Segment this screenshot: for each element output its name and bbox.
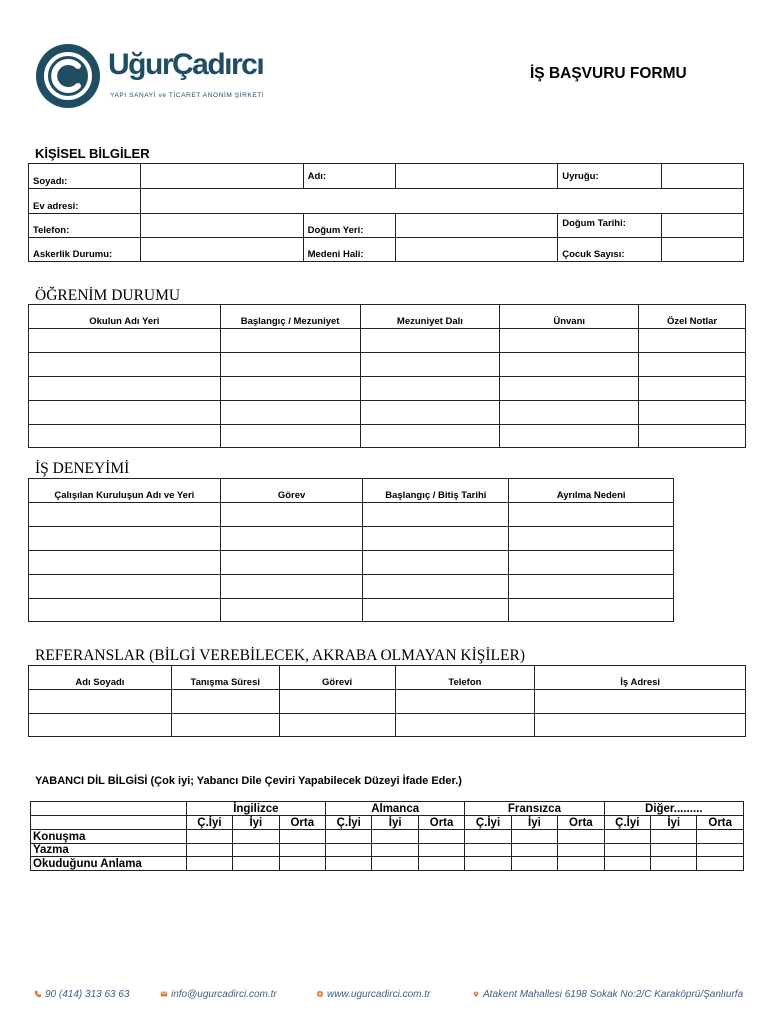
experience-col-header: Çalışılan Kuruluşun Adı ve Yeri: [29, 479, 221, 503]
table-cell[interactable]: [500, 425, 639, 448]
table-row: [29, 425, 746, 448]
level-checkbox[interactable]: [418, 830, 464, 844]
level-label: İyi: [372, 816, 418, 830]
table-cell[interactable]: [220, 353, 360, 377]
level-checkbox[interactable]: [465, 844, 511, 857]
table-cell[interactable]: [363, 551, 509, 575]
level-label: Orta: [558, 816, 604, 830]
nationality-field[interactable]: [662, 164, 744, 189]
references-col-header: İş Adresi: [535, 666, 746, 690]
references-col-header: Görevi: [279, 666, 395, 690]
level-checkbox[interactable]: [558, 844, 604, 857]
table-cell[interactable]: [220, 503, 363, 527]
personal-section-title: KİŞİSEL BİLGİLER: [35, 146, 150, 161]
table-cell[interactable]: [360, 377, 500, 401]
logo-mark-icon: [34, 42, 102, 110]
table-cell[interactable]: [29, 503, 221, 527]
table-cell[interactable]: [220, 551, 363, 575]
table-cell[interactable]: [639, 377, 746, 401]
level-checkbox[interactable]: [326, 844, 372, 857]
level-checkbox[interactable]: [233, 844, 279, 857]
birthplace-field[interactable]: [395, 214, 558, 238]
education-col-header: Özel Notlar: [639, 305, 746, 329]
level-label: İyi: [511, 816, 557, 830]
level-checkbox[interactable]: [651, 844, 697, 857]
table-row: [31, 830, 744, 844]
level-checkbox[interactable]: [511, 844, 557, 857]
language-corner-cell: [31, 802, 187, 816]
table-cell[interactable]: [29, 527, 221, 551]
table-cell[interactable]: [171, 714, 279, 737]
level-checkbox[interactable]: [465, 830, 511, 844]
table-cell[interactable]: [360, 401, 500, 425]
company-name: UğurÇadırcı: [108, 48, 264, 81]
table-cell[interactable]: [29, 714, 172, 737]
level-label: Ç.İyi: [326, 816, 372, 830]
skill-label: Yazma: [31, 844, 187, 857]
table-cell[interactable]: [29, 401, 221, 425]
level-checkbox[interactable]: [279, 857, 325, 871]
languages-table: [30, 801, 744, 871]
level-checkbox[interactable]: [326, 830, 372, 844]
phone-label: Telefon:: [29, 214, 141, 238]
language-name: İngilizce: [186, 802, 325, 816]
level-checkbox[interactable]: [558, 857, 604, 871]
table-cell[interactable]: [360, 329, 500, 353]
level-checkbox[interactable]: [697, 857, 744, 871]
level-checkbox[interactable]: [651, 857, 697, 871]
table-row: [29, 599, 674, 622]
languages-section-title: YABANCI DİL BİLGİSİ (Çok iyi; Yabancı Dile Çeviri Yapabilecek Düzeyi İfade Eder.): [35, 775, 462, 787]
table-cell[interactable]: [500, 377, 639, 401]
company-logo: [34, 42, 274, 112]
table-cell[interactable]: [360, 425, 500, 448]
table-cell[interactable]: [500, 401, 639, 425]
table-row: [29, 690, 746, 714]
level-checkbox[interactable]: [372, 830, 418, 844]
footer-address-text: Atakent Mahallesi 6198 Sokak No:2/C Karaköprü/Şanlıurfa: [483, 989, 744, 1000]
level-checkbox[interactable]: [604, 830, 650, 844]
table-cell[interactable]: [279, 714, 395, 737]
table-cell[interactable]: [29, 690, 172, 714]
email-icon: [160, 990, 168, 998]
table-cell[interactable]: [171, 690, 279, 714]
table-row: [29, 401, 746, 425]
table-cell[interactable]: [395, 690, 535, 714]
marital-label: Medeni Hali:: [303, 238, 395, 262]
language-corner-cell: [31, 816, 187, 830]
table-cell[interactable]: [29, 353, 221, 377]
language-name: Fransızca: [465, 802, 604, 816]
level-checkbox[interactable]: [372, 857, 418, 871]
level-checkbox[interactable]: [604, 857, 650, 871]
experience-section-title: İŞ DENEYİMİ: [35, 460, 130, 477]
form-title: İŞ BAŞVURU FORMU: [530, 65, 687, 82]
table-row: [29, 527, 674, 551]
table-cell[interactable]: [29, 551, 221, 575]
table-row: [31, 844, 744, 857]
table-cell[interactable]: [29, 377, 221, 401]
level-label: Ç.İyi: [604, 816, 650, 830]
level-checkbox[interactable]: [186, 844, 232, 857]
table-cell[interactable]: [509, 575, 674, 599]
table-cell[interactable]: [363, 503, 509, 527]
skill-label: Konuşma: [31, 830, 187, 844]
table-cell[interactable]: [220, 329, 360, 353]
level-checkbox[interactable]: [418, 844, 464, 857]
table-cell[interactable]: [509, 551, 674, 575]
footer-address: [472, 989, 743, 1000]
language-name: Diğer.........: [604, 802, 743, 816]
phone-icon: [34, 990, 42, 998]
nationality-label: Uyruğu:: [558, 164, 662, 189]
language-name: Almanca: [326, 802, 465, 816]
references-section-title: REFERANSLAR (BİLGİ VEREBİLECEK, AKRABA OLMAYAN KİŞİLER): [35, 647, 525, 664]
table-row: [29, 377, 746, 401]
table-cell[interactable]: [395, 714, 535, 737]
name-label: Adı:: [303, 164, 395, 189]
table-cell[interactable]: [639, 401, 746, 425]
table-cell[interactable]: [500, 329, 639, 353]
table-cell[interactable]: [509, 599, 674, 622]
level-checkbox[interactable]: [511, 857, 557, 871]
globe-icon: [316, 990, 324, 998]
education-section-title: ÖĞRENİM DURUMU: [35, 287, 181, 304]
table-cell[interactable]: [509, 503, 674, 527]
level-checkbox[interactable]: [651, 830, 697, 844]
level-label: Orta: [279, 816, 325, 830]
table-row: [29, 551, 674, 575]
table-cell[interactable]: [220, 425, 360, 448]
footer-phone: [34, 989, 130, 1000]
education-col-header: Ünvanı: [500, 305, 639, 329]
level-checkbox[interactable]: [233, 830, 279, 844]
footer-email-text: info@ugurcadirci.com.tr: [171, 989, 277, 1000]
table-cell[interactable]: [220, 575, 363, 599]
level-checkbox[interactable]: [279, 844, 325, 857]
table-row: [29, 575, 674, 599]
table-cell[interactable]: [363, 527, 509, 551]
education-table: [28, 304, 746, 448]
footer-phone-text: 90 (414) 313 63 63: [45, 989, 130, 1000]
table-row: [29, 329, 746, 353]
surname-label: Soyadı:: [29, 164, 141, 189]
table-cell[interactable]: [509, 527, 674, 551]
education-col-header: Okulun Adı Yeri: [29, 305, 221, 329]
level-label: Orta: [697, 816, 744, 830]
level-checkbox[interactable]: [372, 844, 418, 857]
level-checkbox[interactable]: [511, 830, 557, 844]
table-cell[interactable]: [220, 377, 360, 401]
level-label: İyi: [233, 816, 279, 830]
level-checkbox[interactable]: [558, 830, 604, 844]
personal-info-table: [28, 163, 744, 262]
address-field[interactable]: [140, 189, 743, 214]
footer-email[interactable]: [160, 989, 277, 1000]
company-tagline: YAPI SANAYİ ve TİCARET ANONİM ŞİRKETİ: [110, 92, 265, 99]
level-checkbox[interactable]: [697, 830, 744, 844]
level-checkbox[interactable]: [697, 844, 744, 857]
references-table: [28, 665, 746, 737]
footer: [34, 989, 746, 1003]
level-label: Ç.İyi: [465, 816, 511, 830]
table-cell[interactable]: [220, 599, 363, 622]
birthdate-field[interactable]: [662, 214, 744, 238]
level-label: Ç.İyi: [186, 816, 232, 830]
footer-web[interactable]: [316, 989, 430, 1000]
phone-field[interactable]: [140, 214, 303, 238]
level-checkbox[interactable]: [186, 857, 232, 871]
table-cell[interactable]: [360, 353, 500, 377]
table-cell[interactable]: [29, 599, 221, 622]
table-row: [29, 714, 746, 737]
children-label: Çocuk Sayısı:: [558, 238, 662, 262]
address-label: Ev adresi:: [29, 189, 141, 214]
military-field[interactable]: [140, 238, 303, 262]
surname-field[interactable]: [140, 164, 303, 189]
name-field[interactable]: [395, 164, 558, 189]
marital-field[interactable]: [395, 238, 558, 262]
table-cell[interactable]: [29, 329, 221, 353]
level-checkbox[interactable]: [233, 857, 279, 871]
experience-col-header: Başlangıç / Bitiş Tarihi: [363, 479, 509, 503]
table-cell[interactable]: [220, 401, 360, 425]
experience-table: [28, 478, 674, 622]
level-checkbox[interactable]: [186, 830, 232, 844]
table-cell[interactable]: [363, 575, 509, 599]
level-checkbox[interactable]: [418, 857, 464, 871]
table-cell[interactable]: [500, 353, 639, 377]
level-checkbox[interactable]: [604, 844, 650, 857]
level-label: Orta: [418, 816, 464, 830]
level-checkbox[interactable]: [465, 857, 511, 871]
table-cell[interactable]: [535, 714, 746, 737]
birthplace-label: Doğum Yeri:: [303, 214, 395, 238]
skill-label: Okuduğunu Anlama: [31, 857, 187, 871]
level-checkbox[interactable]: [279, 830, 325, 844]
experience-col-header: Görev: [220, 479, 363, 503]
military-label: Askerlik Durumu:: [29, 238, 141, 262]
table-cell[interactable]: [363, 599, 509, 622]
table-cell[interactable]: [639, 425, 746, 448]
table-cell[interactable]: [639, 353, 746, 377]
children-field[interactable]: [662, 238, 744, 262]
references-col-header: Telefon: [395, 666, 535, 690]
table-cell[interactable]: [29, 425, 221, 448]
table-row: [31, 857, 744, 871]
table-cell[interactable]: [279, 690, 395, 714]
table-cell[interactable]: [535, 690, 746, 714]
birthdate-label: Doğum Tarihi:: [558, 214, 662, 238]
location-pin-icon: [472, 990, 480, 998]
references-col-header: Tanışma Süresi: [171, 666, 279, 690]
education-col-header: Mezuniyet Dalı: [360, 305, 500, 329]
table-cell[interactable]: [639, 329, 746, 353]
footer-web-text: www.ugurcadirci.com.tr: [327, 989, 431, 1000]
references-col-header: Adı Soyadı: [29, 666, 172, 690]
table-row: [29, 503, 674, 527]
level-checkbox[interactable]: [326, 857, 372, 871]
table-cell[interactable]: [220, 527, 363, 551]
table-row: [29, 353, 746, 377]
experience-col-header: Ayrılma Nedeni: [509, 479, 674, 503]
level-label: İyi: [651, 816, 697, 830]
education-col-header: Başlangıç / Mezuniyet: [220, 305, 360, 329]
table-cell[interactable]: [29, 575, 221, 599]
